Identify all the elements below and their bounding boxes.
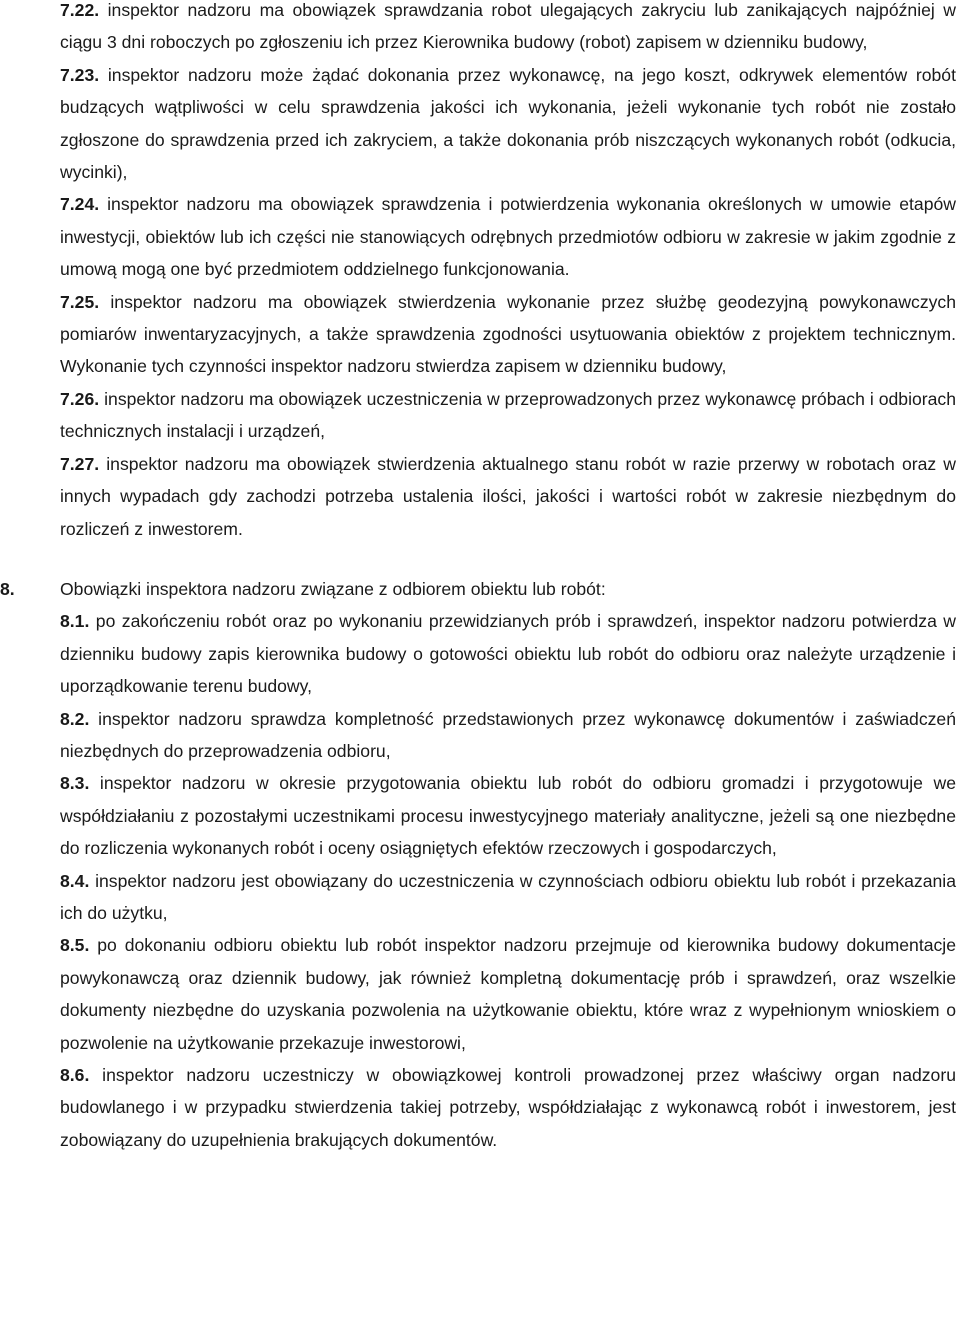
clause-text: po zakończeniu robót oraz po wykonaniu przewidzianych prób i sprawdzeń, inspektor nadzoru potwierdza w dzienniku budowy zapis kierownika budowy o gotowości obiektu lub robót do odbioru oraz należyte urządzenie i uporządkowanie terenu budowy, (60, 611, 956, 697)
clause-text: inspektor nadzoru ma obowiązek stwierdzenia wykonanie przez służbę geodezyjną powykonawczych pomiarów inwentaryzacyjnych, a także sprawdzenia zgodności usytuowania obiektów z projektem technicznym. Wykonanie tych czynności inspektor nadzoru stwierdza zapisem w dzienniku budowy, (60, 291, 956, 377)
clause-number: 8.2. (60, 708, 90, 729)
clause-number: 7.27. (60, 453, 100, 474)
clause-7-24 (60, 188, 956, 285)
clause-7-23 (60, 59, 956, 189)
clause-number: 7.26. (60, 388, 100, 409)
clause-number: 8.6. (60, 1065, 90, 1085)
clause-text: inspektor nadzoru ma obowiązek uczestniczenia w przeprowadzonych przez wykonawcę próbach i odbiorach technicznych instalacji i urządzeń, (60, 388, 956, 442)
clause-text: inspektor nadzoru ma obowiązek sprawdzenia i potwierdzenia wykonania określonych w umowie etapów inwestycji, obiektów lub ich części nie stanowiących odrębnych przedmiotów odbioru w zakresie w jakim zgodnie z umową mogą one być przedmiotem oddzielnego funkcjonowania. (60, 194, 956, 280)
clause-7-27 (60, 448, 956, 545)
clause-text: inspektor nadzoru uczestniczy w obowiązkowej kontroli prowadzonej przez właściwy organ nadzoru budowlanego i w przypadku stwierdzenia takiej potrzeby, współdziałając z wykonawcą robót i inwestorem, jest zobowiązany do uzupełnienia brakujących dokumentów. (60, 1065, 956, 1150)
clause-8-3 (60, 767, 956, 864)
clause-text: inspektor nadzoru jest obowiązany do uczestniczenia w czynnościach odbioru obiektu lub robót i przekazania ich do użytku, (60, 870, 956, 923)
clause-8-4 (60, 865, 956, 930)
clause-number: 7.23. (60, 64, 100, 85)
clause-number: 7.24. (60, 194, 100, 215)
clause-number: 8.5. (60, 935, 90, 956)
clause-number: 8.1. (60, 611, 90, 632)
clause-text: po dokonaniu odbioru obiektu lub robót inspektor nadzoru przejmuje od kierownika budowy dokumentacje powykonawczą oraz dziennik budowy, jak również kompletną dokumentację prób i sprawdzeń, oraz wszelkie dokumenty niezbędne do uzyskania pozwolenia na użytkowanie obiektu, które wraz z wypełnionym wnioskiem o pozwolenie na użytkowanie przekazuje inwestorowi, (60, 935, 956, 1053)
clause-number: 7.25. (60, 291, 100, 312)
clause-text: inspektor nadzoru sprawdza kompletność przedstawionych przez wykonawcę dokumentów i zaświadczeń niezbędnych do przeprowadzenia odbioru, (60, 708, 956, 761)
clause-7-22 (60, 0, 956, 59)
section-8-heading (0, 573, 956, 605)
clause-text: inspektor nadzoru w okresie przygotowania obiektu lub robót do odbioru gromadzi i przygotowuje we współdziałaniu z pozostałymi uczestnikami procesu inwestycyjnego materiały analityczne, jeżeli są one niezbędne do rozliczenia wykonanych robót i oceny osiągniętych efektów rzeczowych i gospodarczych, (60, 773, 956, 859)
clause-7-25 (60, 286, 956, 383)
clause-8-2 (60, 703, 956, 768)
clause-text: inspektor nadzoru ma obowiązek sprawdzania robot ulegających zakryciu lub zanikających najpóźniej w ciągu 3 dni roboczych po zgłoszeniu ich przez Kierownika budowy (robot) zapisem w dzienniku budowy, (60, 0, 956, 53)
clause-number: 8.3. (60, 773, 90, 794)
section-number: 8. (0, 578, 15, 599)
clause-8-5 (60, 929, 956, 1059)
clause-text: inspektor nadzoru może żądać dokonania przez wykonawcę, na jego koszt, odkrywek elementów robót budzących wątpliwości w celu sprawdzenia jakości ich wykonania, jeżeli wykonanie tych robót nie zostało zgłoszone do sprawdzenia przed ich zakryciem, a także dokonania prób niszczących wykonanych robót (odkucia, wycinki), (60, 64, 956, 183)
clause-8-1 (60, 605, 956, 702)
clause-8-6 (60, 1059, 956, 1156)
clause-number: 8.4. (60, 870, 90, 891)
clause-text: inspektor nadzoru ma obowiązek stwierdzenia aktualnego stanu robót w razie przerwy w robotach oraz w innych wypadach gdy zachodzi potrzeba ustalenia ilości, jakości i wartości robót w zakresie niezbędnym do rozliczeń z inwestorem. (60, 453, 956, 539)
clause-7-26 (60, 383, 956, 448)
section-title: Obowiązki inspektora nadzoru związane z odbiorem obiektu lub robót: (60, 578, 606, 599)
clause-number: 7.22. (60, 0, 100, 20)
